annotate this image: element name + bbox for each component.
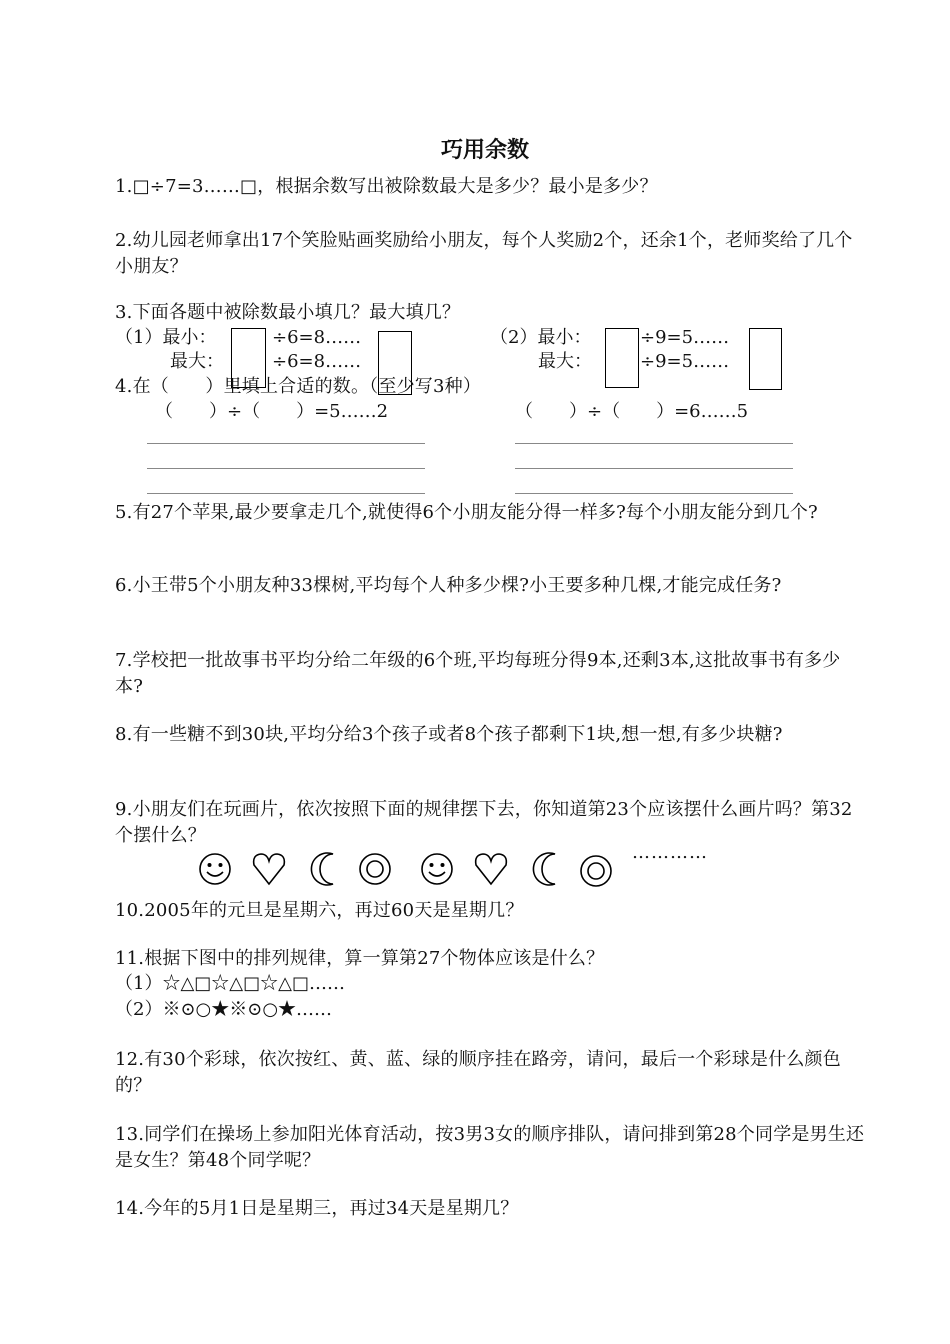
question-6: 6.小王带5个小朋友种33棵树,平均每个人种多少棵?小王要多种几棵,才能完成任务? — [115, 575, 782, 596]
question-1: 1.□÷7=3……□，根据余数写出被除数最大是多少？最小是多少？ — [115, 176, 658, 197]
q4-right-equation: （ ）÷（ ）=6……5 — [515, 401, 749, 422]
moon-icon — [525, 850, 565, 888]
question-8: 8.有一些糖不到30块,平均分给3个孩子或者8个孩子都剩下1块,想一想,有多少块糖? — [115, 724, 783, 745]
q3-left-eq2: ÷6=8…… — [272, 351, 362, 372]
q3-left-max-label: 最大： — [170, 351, 224, 372]
smiley-icon — [417, 849, 457, 889]
q3-right-min-label: （2）最小： — [490, 327, 592, 348]
q3-left-eq1: ÷6=8…… — [272, 327, 362, 348]
answer-line[interactable] — [515, 493, 793, 494]
question-5: 5.有27个苹果,最少要拿走几个,就使得6个小朋友能分得一样多?每个小朋友能分到几个? — [115, 502, 818, 523]
heart-icon — [249, 850, 289, 888]
q3-left-min-label: （1）最小： — [115, 327, 217, 348]
smiley-icon — [195, 849, 235, 889]
target-icon — [576, 851, 616, 891]
question-11: 11.根据下图中的排列规律，算一算第27个物体应该是什么？ — [115, 948, 605, 969]
question-10: 10.2005年的元旦是星期六，再过60天是星期几？ — [115, 900, 524, 921]
pattern-ellipsis: ………… — [632, 842, 708, 863]
answer-line[interactable] — [147, 468, 425, 469]
question-2: 2.幼儿园老师拿出17个笑脸贴画奖励给小朋友，每个人奖励2个，还余1个，老师奖给了几个小朋友？ — [115, 230, 853, 277]
moon-icon — [303, 850, 343, 888]
target-icon — [355, 849, 395, 889]
question-9: 9.小朋友们在玩画片，依次按照下面的规律摆下去，你知道第23个应该摆什么画片吗？第32个摆什么？ — [115, 799, 853, 846]
question-7: 7.学校把一批故事书平均分给二年级的6个班,平均每班分得9本,还剩3本,这批故事书有多少本? — [115, 650, 841, 697]
answer-line[interactable] — [147, 443, 425, 444]
question-13: 13.同学们在操场上参加阳光体育活动，按3男3女的顺序排队，请问排到第28个同学是男生还是女生？第48个同学呢？ — [115, 1124, 865, 1171]
q4-left-equation: （ ）÷（ ）=5……2 — [155, 401, 389, 422]
heart-icon — [471, 850, 511, 888]
question-4: 4.在（ ）里填上合适的数。（至少写3种） — [115, 376, 482, 397]
page-title: 巧用余数 — [440, 138, 529, 163]
q11-pattern-2: （2）※⊙○★※⊙○★…… — [115, 999, 333, 1020]
question-14: 14.今年的5月1日是星期三，再过34天是星期几？ — [115, 1198, 519, 1219]
question-12: 12.有30个彩球，依次按红、黄、蓝、绿的顺序挂在路旁，请问，最后一个彩球是什么颜色的？ — [115, 1049, 841, 1096]
q3-right-max-label: 最大： — [538, 351, 592, 372]
question-3: 3.下面各题中被除数最小填几？最大填几？ — [115, 302, 461, 323]
q3-right-eq2: ÷9=5…… — [640, 351, 730, 372]
q11-pattern-1: （1）☆△□☆△□☆△□…… — [115, 973, 346, 994]
answer-line[interactable] — [515, 443, 793, 444]
q3-right-eq1: ÷9=5…… — [640, 327, 730, 348]
answer-line[interactable] — [147, 493, 425, 494]
answer-line[interactable] — [515, 468, 793, 469]
